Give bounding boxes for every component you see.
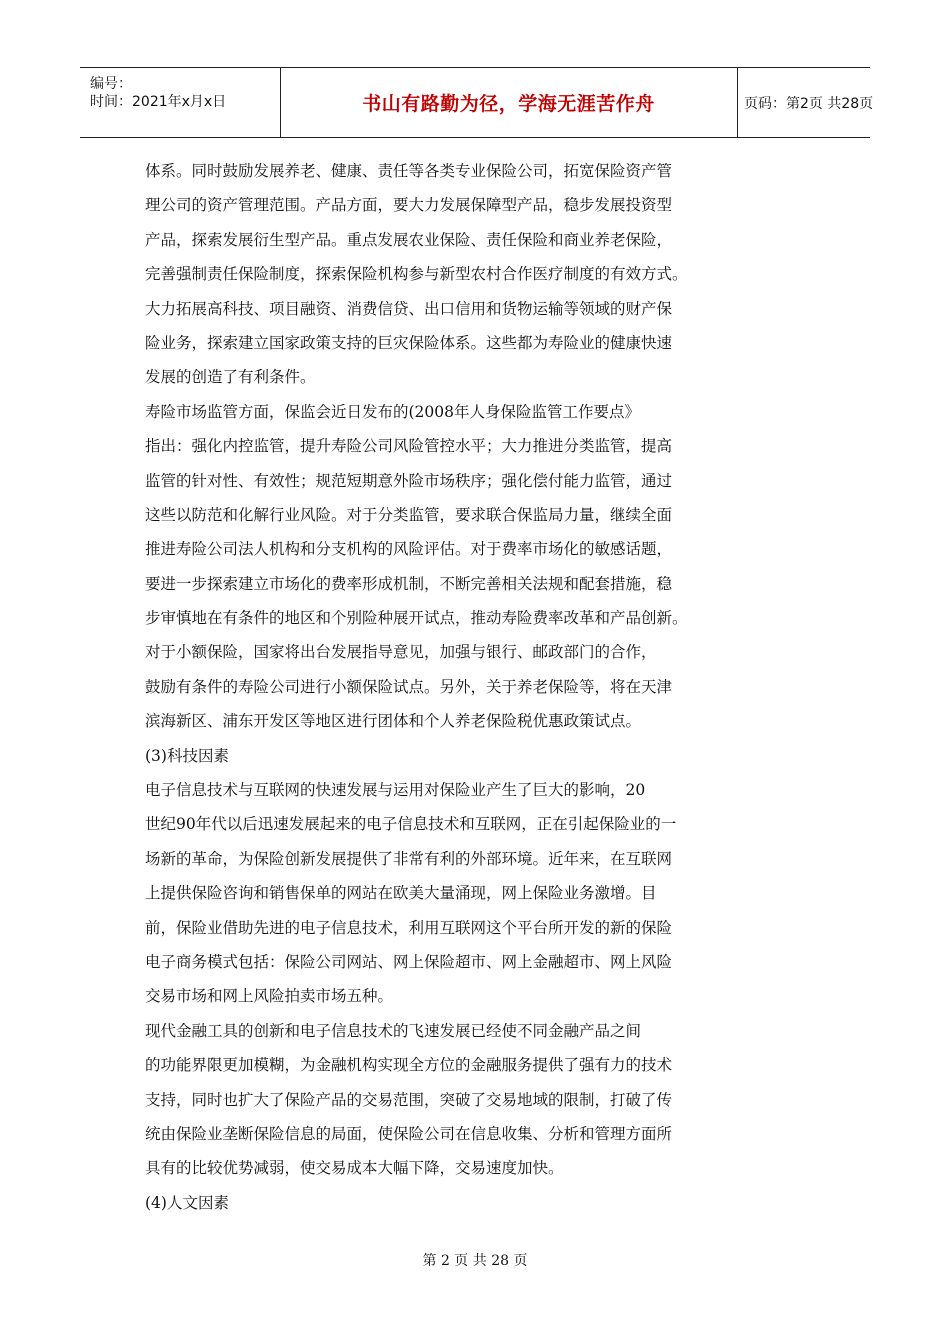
paragraph-line: 对于小额保险，国家将出台发展指导意见，加强与银行、邮政部门的合作， (145, 643, 657, 662)
paragraph-line: 鼓励有条件的寿险公司进行小额保险试点。另外，关于养老保险等，将在天津 (145, 677, 673, 696)
paragraph-line: 支持，同时也扩大了保险产品的交易范围，突破了交易地域的限制，打破了传 (145, 1090, 673, 1109)
paragraph-line: 前，保险业借助先进的电子信息技术，利用互联网这个平台所开发的新的保险 (145, 918, 673, 937)
document-date: 时间：2021年x月x日 (90, 94, 227, 110)
paragraph-line: (4)人文因素 (145, 1193, 229, 1212)
header-left-cell (80, 68, 281, 137)
paragraph-line: 交易市场和网上风险拍卖市场五种。 (145, 987, 394, 1006)
paragraph-line: 滨海新区、浦东开发区等地区进行团体和个人养老保险税优惠政策试点。 (145, 712, 642, 731)
header-middle-cell (280, 68, 738, 137)
header-motto: 书山有路勤为径，学海无涯苦作舟 (362, 93, 655, 115)
paragraph-line: 步审慎地在有条件的地区和个别险种展开试点，推动寿险费率改革和产品创新。 (145, 609, 688, 628)
paragraph-line: 世纪90年代以后迅速发展起来的电子信息技术和互联网，正在引起保险业的一 (145, 815, 677, 834)
paragraph-line: 推进寿险公司法人机构和分支机构的风险评估。对于费率市场化的敏感话题， (145, 540, 673, 559)
paragraph-line: 现代金融工具的创新和电子信息技术的飞速发展已经使不同金融产品之间 (145, 1021, 642, 1040)
paragraph-line: 理公司的资产管理范围。产品方面，要大力发展保障型产品，稳步发展投资型 (145, 196, 673, 215)
paragraph-line: 具有的比较优势减弱，使交易成本大幅下降，交易速度加快。 (145, 1159, 564, 1178)
document-header (80, 67, 874, 138)
paragraph-line: 电子商务模式包括：保险公司网站、网上保险超市、网上金融超市、网上风险 (145, 952, 673, 971)
paragraph-line: 统由保险业垄断保险信息的局面，使保险公司在信息收集、分析和管理方面所 (145, 1124, 673, 1143)
page-footer: 第 2 页 共 28 页 (422, 1253, 528, 1269)
paragraph-line: 监管的针对性、有效性；规范短期意外险市场秩序；强化偿付能力监管，通过 (145, 471, 673, 490)
paragraph-line: 产品，探索发展衍生型产品。重点发展农业保险、责任保险和商业养老保险， (145, 230, 673, 249)
paragraph-line: 要进一步探索建立市场化的费率形成机制，不断完善相关法规和配套措施，稳 (145, 574, 673, 593)
paragraph-line: 的功能界限更加模糊，为金融机构实现全方位的金融服务提供了强有力的技术 (145, 1056, 673, 1075)
paragraph-line: 电子信息技术与互联网的快速发展与运用对保险业产生了巨大的影响，20 (145, 781, 646, 800)
document-code-label: 编号： (90, 76, 132, 92)
paragraph-line: 完善强制责任保险制度，探索保险机构参与新型农村合作医疗制度的有效方式。 (145, 265, 688, 284)
header-page-code: 页码：第2页 共28页 (744, 95, 874, 112)
paragraph-line: 上提供保险咨询和销售保单的网站在欧美大量涌现，网上保险业务激增。目 (145, 884, 657, 903)
paragraph-line: 发展的创造了有利条件。 (145, 368, 316, 387)
paragraph-line: 这些以防范和化解行业风险。对于分类监管，要求联合保监局力量，继续全面 (145, 505, 673, 524)
paragraph-line: 大力拓展高科技、项目融资、消费信贷、出口信用和货物运输等领域的财产保 (145, 299, 673, 318)
paragraph-line: 指出：强化内控监管，提升寿险公司风险管控水平；大力推进分类监管，提高 (145, 437, 673, 456)
header-right-cell (738, 68, 874, 137)
paragraph-line: (3)科技因素 (145, 746, 229, 765)
paragraph-line: 寿险市场监管方面，保监会近日发布的(2008年人身保险监管工作要点》 (145, 402, 640, 421)
document-body (145, 154, 745, 1220)
paragraph-line: 体系。同时鼓励发展养老、健康、责任等各类专业保险公司，拓宽保险资产管 (145, 162, 673, 180)
paragraph-line: 场新的革命，为保险创新发展提供了非常有利的外部环境。近年来，在互联网 (145, 849, 673, 868)
paragraph-line: 险业务，探索建立国家政策支持的巨灾保险体系。这些都为寿险业的健康快速 (145, 333, 673, 352)
